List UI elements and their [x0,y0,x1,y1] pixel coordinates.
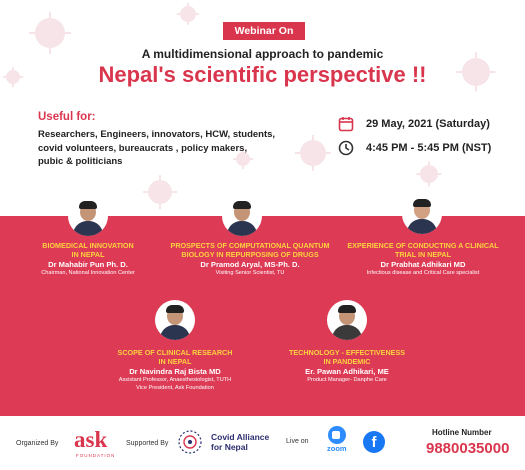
calendar-icon [338,116,354,132]
supporter-line: Covid Alliance [211,432,270,442]
speaker-topic: IN PANDEMIC [323,357,371,366]
audience-heading: Useful for: [38,111,96,123]
speaker-card [272,348,422,385]
live-on-label: Live on [286,438,309,445]
event-time: 4:45 PM - 5:45 PM (NST) [366,142,492,154]
speaker-photo-avatar [402,194,442,234]
audience-list [38,128,308,169]
hotline-number[interactable]: 9880035000 [426,440,510,457]
webinar-badge: Webinar On [223,22,305,40]
speaker-photo-avatar [222,196,262,236]
speaker-role: Vice President, Ask Foundation [136,384,214,391]
speaker-topic: TECHNOLOGY - EFFECTIVENESS [288,348,406,357]
covid-alliance-name [211,432,271,452]
speaker-topic: BIOMEDICAL INNOVATION [42,241,134,250]
speaker-topic: EXPERIENCE OF CONDUCTING A CLINICAL [347,241,499,250]
speaker-topic: SCOPE OF CLINICAL RESEARCH [117,348,233,357]
speaker-card [160,241,340,278]
audience-line: Researchers, Engineers, innovators, HCW, students, [38,129,276,140]
speaker-name: Dr Pramod Aryal, MS-Ph. D. [200,260,300,269]
speaker-role: Product Manager- Danphe Care [307,377,387,383]
speaker-role: Infectious disease and Critical Care specialist [366,270,480,276]
virus-decoration-icon [180,6,196,22]
audience-line: covid volunteers, bureaucrats , policy makers, [38,142,248,154]
speaker-topic: IN NEPAL [158,357,192,366]
poster-title: Nepal's scientific perspective !! [98,62,427,87]
speaker-name: Dr Prabhat Adhikari MD [380,260,466,269]
speaker-photo-avatar [155,300,195,340]
sponsor-footer [6,420,519,466]
date-row [338,116,490,132]
ask-foundation-logo-sub: FOUNDATION [76,453,116,458]
facebook-icon[interactable]: f [363,431,385,453]
audience-line: pubic & politicians [38,156,123,167]
organized-by-label: Organized By [16,440,59,447]
time-row [338,140,491,156]
speaker-topic: BIOLOGY IN REPURPOSING OF DRUGS [181,250,319,259]
speaker-card [343,241,503,278]
ask-foundation-logo: ask [74,427,108,452]
speaker-role: Assistant Professor, Anaesthesiologist, TUTH [118,377,232,383]
speaker-card [100,348,250,392]
speaker-name: Dr Navindra Raj Bista MD [129,367,221,376]
supporter-line: for Nepal [211,442,248,452]
supported-by-label: Supported By [126,440,169,447]
speaker-card [18,241,158,278]
covid-alliance-logo-icon [176,428,204,456]
zoom-camera-icon [328,426,346,444]
virus-decoration-icon [420,165,438,183]
virus-decoration-icon [35,18,65,48]
speaker-photo-avatar [327,300,367,340]
speaker-name: Er. Pawan Adhikari, ME [305,367,389,376]
speaker-topic: IN NEPAL [71,250,105,259]
clock-icon [338,140,354,156]
zoom-link[interactable] [327,426,347,453]
speaker-name: Dr Mahabir Pun Ph. D. [48,260,128,269]
virus-decoration-icon [148,180,172,204]
poster-subtitle: A multidimensional approach to pandemic [141,47,384,61]
speaker-photo-avatar [68,196,108,236]
speaker-role: Visiting Senior Scientist, TU [215,270,285,276]
event-date: 29 May, 2021 (Saturday) [366,118,490,130]
speaker-role: Chairman, National Innovation Center [41,270,135,276]
hotline-label: Hotline Number [432,428,492,437]
zoom-label: zoom [327,444,347,453]
speaker-topic: TRIAL IN NEPAL [394,250,452,259]
speaker-topic: PROSPECTS OF COMPUTATIONAL QUANTUM [170,241,330,250]
